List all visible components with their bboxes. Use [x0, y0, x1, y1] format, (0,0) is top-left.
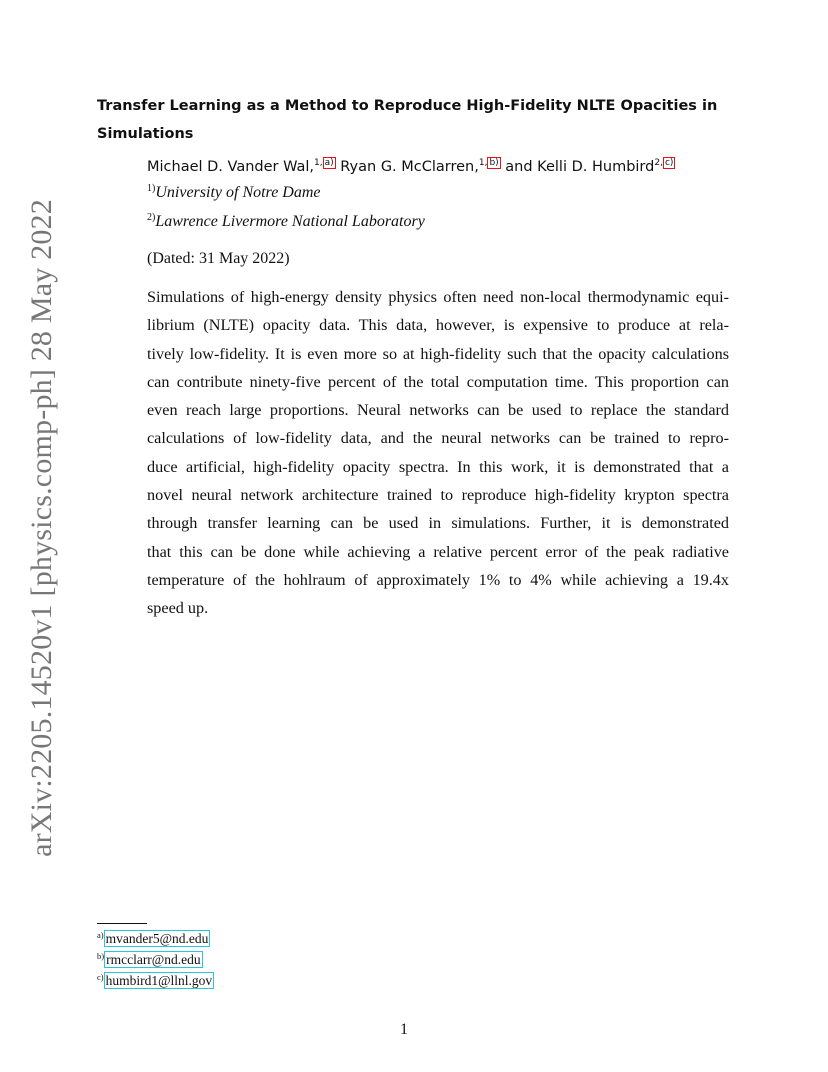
abstract-line: speed up. [147, 599, 209, 618]
author-note-link[interactable] [487, 157, 500, 169]
abstract-line: even reach large proportions. Neural networks can be used to replace the standard [147, 401, 729, 420]
abstract-line: novel neural network architecture trained to reproduce high-fidelity krypton spectra [147, 486, 729, 505]
author-note-link[interactable] [663, 157, 675, 169]
author-name: Michael D. Vander Wal, [147, 159, 315, 175]
author-note-mark: b) [489, 158, 499, 168]
affiliation-superscript: 1, [478, 158, 488, 168]
footnote-mark: b) [97, 951, 105, 961]
dated-line: (Dated: 31 May 2022) [147, 250, 290, 267]
affiliation-name: Lawrence Livermore National Laboratory [155, 213, 425, 230]
author-name: and Kelli D. Humbird [505, 159, 655, 175]
abstract-line: can contribute ninety-five percent of the total computation time. This proportion can [147, 372, 729, 391]
email-link[interactable]: humbird1@llnl.gov [105, 973, 213, 988]
footnote [97, 931, 210, 947]
author-note-link[interactable] [323, 157, 336, 169]
affiliation [147, 184, 321, 202]
author-note-mark: a) [324, 158, 334, 168]
abstract-line: through transfer learning can be used in simulations. Further, it is demonstrated [147, 514, 729, 533]
affiliation-superscript: 2, [654, 158, 663, 168]
abstract-line: duce artificial, high-fidelity opacity spectra. In this work, it is demonstrated that a [147, 457, 729, 476]
abstract-line: temperature of the hohlraum of approximately 1% to 4% while achieving a 19.4x [147, 570, 729, 589]
footnote-mark: a) [97, 930, 104, 940]
email-link[interactable]: mvander5@nd.edu [105, 931, 209, 946]
footnote [97, 952, 203, 968]
email-link[interactable]: rmcclarr@nd.edu [106, 952, 201, 967]
page-number: 1 [400, 1021, 408, 1038]
abstract-line: that this can be done while achieving a relative percent error of the peak radiative [147, 542, 729, 561]
abstract-line: tively low-fidelity. It is even more so at high-fidelity such that the opacity calculations [147, 344, 729, 363]
footnote [97, 973, 214, 989]
abstract-line: librium (NLTE) opacity data. This data, however, is expensive to produce at rela- [147, 316, 729, 335]
author-list [147, 155, 675, 179]
author-note-mark: c) [664, 158, 674, 168]
author-name: Ryan G. McClarren, [340, 159, 479, 175]
affiliation-name: University of Notre Dame [155, 184, 321, 201]
paper-title: Transfer Learning as a Method to Reproduce High-Fidelity NLTE Opacities in Simulations [97, 98, 718, 142]
affiliation-superscript: 1, [314, 158, 323, 168]
affiliation-mark: 1) [147, 183, 156, 194]
footnote-mark: c) [97, 972, 104, 982]
arxiv-identifier: arXiv:2205.14520v1 [physics.comp-ph] 28 May 2022 [25, 199, 59, 857]
arxiv-sidebar-stamp [14, 199, 70, 857]
affiliation-mark: 2) [147, 212, 156, 223]
abstract [147, 283, 729, 623]
abstract-line: calculations of low-fidelity data, and the neural networks can be trained to repro- [147, 429, 729, 448]
affiliation [147, 213, 425, 231]
abstract-line: Simulations of high-energy density physics often need non-local thermodynamic equi- [147, 288, 729, 306]
footnote-divider [97, 923, 147, 924]
